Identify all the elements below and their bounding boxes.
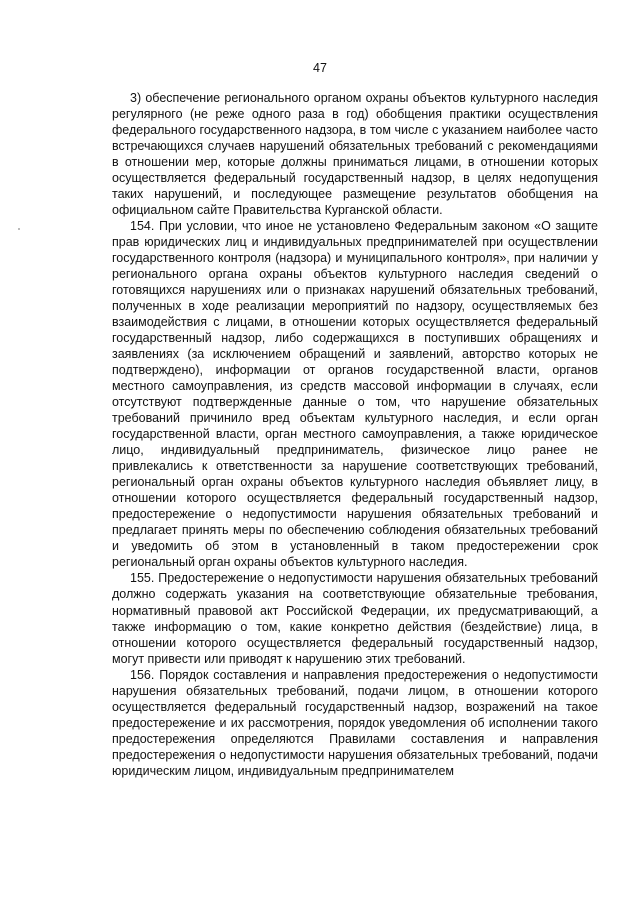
paragraph-154: 154. При условии, что иное не установлено Федеральным законом «О защите прав юридических лиц и индивидуальных предпринимателей при осуществлении государственного контроля (надзора) и муниципального контроля», при наличии у регионального органа охраны объектов культурного наследия сведений о готовящихся нарушениях или о признаках нарушений обязательных требований, полученных в ходе реализации мероприятий по надзору, осуществляемых без взаимодействия с лицами, в отношении которых осуществляется федеральный государственный надзор, либо содержащихся в поступивших обращениях и заявлениях (за исключением обращений и заявлений, авторство которых не подтверждено), информации от органов государственной власти, органов местного самоуправления, из средств массовой информации в случаях, если отсутствуют подтвержденные данные о том, что нарушение обязательных требований причинило вред объектам культурного наследия, и если орган государственной власти, орган местного самоуправления, а также юридическое лицо, индивидуальный предприниматель, физическое лицо ранее не привлекались к ответственности за нарушение соответствующих требований, региональный орган охраны объектов культурного наследия объявляет лицу, в отношении которого осуществляется федеральный государственный надзор, предостережение о недопустимости нарушения обязательных требований и предлагает принять меры по обеспечению соблюдения обязательных требований и уведомить об этом в установленный в таком предостережении срок региональный орган охраны объектов культурного наследия. <box>112 219 598 570</box>
page-number: 47 <box>313 61 327 75</box>
paragraph-155: 155. Предостережение о недопустимости нарушения обязательных требований должно содержать указания на соответствующие обязательные требования, нормативный правовой акт Российской Федерации, их предусматривающий, а также информацию о том, какие конкретно действия (бездействие) лица, в отношении которого осуществляется федеральный государственный надзор, могут привести или приводят к нарушению этих требований. <box>112 571 598 666</box>
paragraph-item-3: 3) обеспечение регионального органом охраны объектов культурного наследия регулярного (не реже одного раза в год) обобщения практики осуществления федерального государственного надзора, в том числе с указанием наиболее часто встречающихся случаев нарушений обязательных требований с рекомендациями в отношении мер, которые должны приниматься лицами, в отношении которых осуществляется федеральный государственный надзор, в целях недопущения таких нарушений, и последующее размещение результатов обобщения на официальном сайте Правительства Курганской области. <box>112 91 598 218</box>
margin-speck <box>18 228 20 230</box>
document-body <box>112 90 598 779</box>
paragraph-156: 156. Порядок составления и направления предостережения о недопустимости нарушения обязательных требований, подачи лицом, в отношении которого осуществляется федеральный государственный надзор, возражений на такое предостережение и их рассмотрения, порядок уведомления об исполнении такого предостережения определяются Правилами составления и направления предостережения о недопустимости нарушения обязательных требований, подачи юридическим лицом, индивидуальным предпринимателем <box>112 667 598 778</box>
